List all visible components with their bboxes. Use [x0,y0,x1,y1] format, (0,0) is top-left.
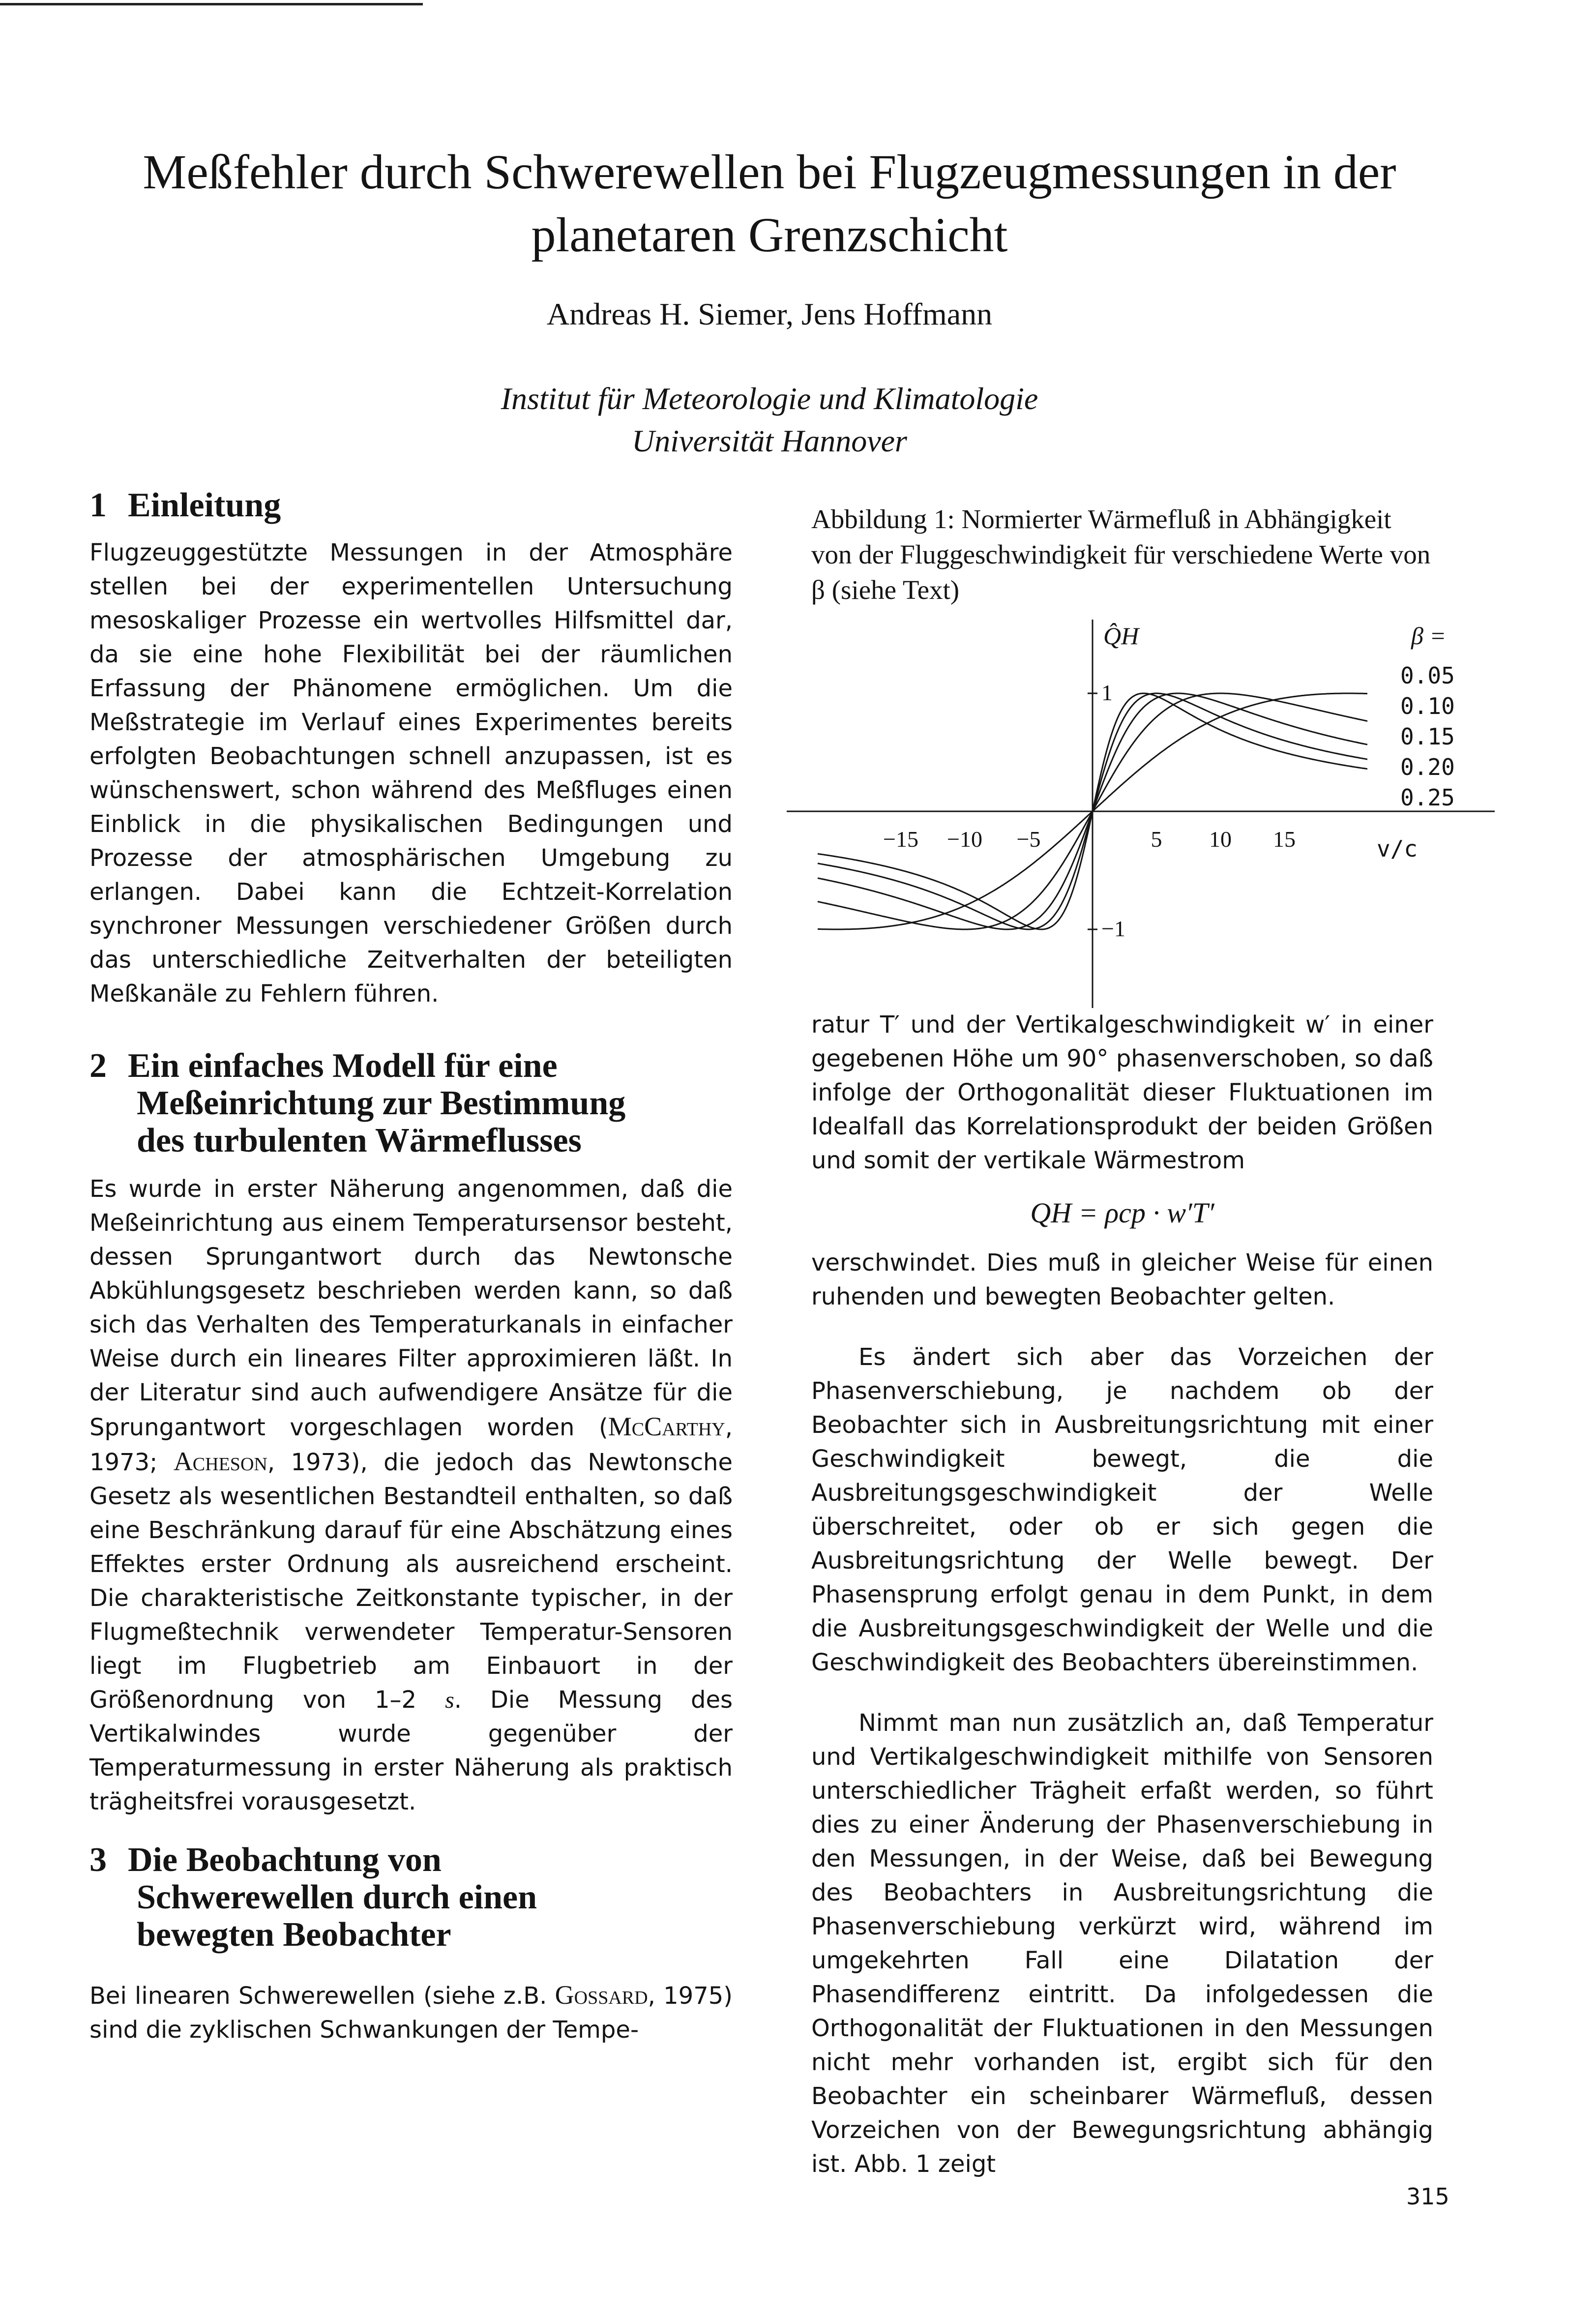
affiliation-institute: Institut für Meteorologie und Klimatologie [501,381,1038,416]
x-axis-label: v/c [1377,835,1418,862]
section-3 [89,1841,733,2047]
x-tick-label: −10 [947,827,982,852]
legend [1400,662,1455,811]
top-rule [0,3,423,5]
paragraph-3: Es ändert sich aber das Vorzeichen der Phasenverschiebung, je nachdem ob der Beobachter sich in Ausbreitungsrichtung mit einer Geschwindigkeit bewegt, die die Ausbreitungsgeschwindigkeit der Welle überschreitet, oder ob er sich gegen die Ausbreitungsrichtung der Welle bewegt. Der Phasensprung erfolgt genau in dem Punkt, in dem die Ausbreitungsgeschwindigkeit der Welle und die Geschwindigkeit des Beobachters übereinstimmen. [811,1343,1433,1676]
unit-seconds: s [445,1687,454,1713]
x-tick-label: 5 [1151,827,1162,852]
text-run: Es wurde in erster Näherung angenommen, daß die Meßeinrichtung aus einem Temperatursensor besteht, dessen Sprungantwort durch das Newtonsche Abkühlungsgesetz beschrieben werden kann, so daß sich das Verhalten des Temperaturkanals in einfacher Weise durch ein lineares Filter approximieren läßt. In der Literatur sind auch aufwendigere Ansätze für die Sprungantwort vorgeschlagen worden ( [89,1175,733,1441]
text-run: , 1973; [89,1414,733,1476]
section-title-line-1: Die Beobachtung von [128,1841,442,1879]
x-tick-label: 15 [1273,827,1296,852]
section-title-line-2: Meßeinrichtung zur Bestimmung [137,1084,626,1122]
paper-title: Meßfehler durch Schwerewellen bei Flugzeugmessungen in der planetaren Grenzschicht [143,145,1396,262]
citation-acheson: Acheson [173,1447,267,1476]
paragraph-2: verschwindet. Dies muß in gleicher Weise für einen ruhenden und bewegten Beobachter gelten. [811,1249,1433,1310]
section-title-line-2: Schwerewellen durch einen [137,1878,537,1916]
authors: Andreas H. Siemer, Jens Hoffmann [546,297,993,331]
section-title-line-3: des turbulenten Wärmeflusses [137,1122,582,1159]
section-2 [89,1047,733,1819]
text-run: , 1975) sind die zyklischen Schwankungen der Tempe- [89,1982,733,2044]
legend-title: β = [1411,622,1447,650]
citation-gossard: Gossard [555,1980,648,2010]
x-tick-label: −15 [883,827,918,852]
figure-caption: Abbildung 1: Normierter Wärmefluß in Abhängigkeit von der Fluggeschwindigkeit für verschiedene Werte von β (siehe Text) [811,504,1431,605]
affiliation [98,378,1441,462]
legend-entry-beta-0.25: 0.25 [1400,784,1455,811]
x-tick-label: 10 [1209,827,1232,852]
chart-axes [787,620,1495,1008]
formula-heat-flux: QH = ρcp · w′T′ [1030,1197,1214,1229]
legend-entry-beta-0.10: 0.10 [1400,693,1455,719]
y-tick-label: 1 [1101,680,1113,705]
section-number: 2 [89,1047,107,1085]
section-number: 3 [89,1841,107,1879]
section-title: Einleitung [128,486,281,524]
section-title-line-1: Ein einfaches Modell für eine [128,1047,558,1085]
right-column-text [811,1008,1433,2181]
section-number: 1 [89,486,107,524]
citation-mccarthy: McCarthy [608,1412,725,1441]
text-run: Bei linearen Schwerewellen (siehe z.B. [89,1982,555,2010]
figure-1-caption-block [811,502,1433,608]
page-number: 315 [1406,2183,1449,2210]
section-title-line-3: bewegten Beobachter [137,1916,451,1954]
paragraph-1: ratur T′ und der Vertikalgeschwindigkeit w′ in einer gegebenen Höhe um 90° phasenverschoben, so daß infolge der Orthogonalität dieser Fluktuationen im Idealfall das Korrelationsprodukt der beiden Größen und somit der vertikale Wärmestrom [811,1011,1433,1174]
y-tick-label: −1 [1101,916,1125,941]
legend-entry-beta-0.20: 0.20 [1400,754,1455,780]
x-tick-label: −5 [1016,827,1041,852]
figure-1-chart [782,620,1500,1013]
affiliation-university: Universität Hannover [632,423,907,458]
section-2-heading [89,1047,733,1159]
section-3-heading [89,1841,733,1954]
section-1-heading [89,487,733,524]
legend-entry-beta-0.05: 0.05 [1400,662,1455,689]
section-3-text [89,1978,733,2047]
text-run: . Die Messung des Vertikalwindes wurde gegenüber der Temperaturmessung in erster Näherung als praktisch trägheitsfrei vorausgesetzt. [89,1686,733,1815]
y-axis-label: Q̂H [1103,622,1139,650]
text-run: , 1973), die jedoch das Newtonsche Gesetz als wesentlichen Bestandteil enthalten, so daß eine Beschränkung darauf für eine Abschätzung eines Effektes erster Ordnung als ausreichend erscheint. Die charakteristische Zeitkonstante typischer, in der Flugmeßtechnik verwendeter Temperatur-Sensoren liegt im Flugbetrieb am Einbauort in der Größenordnung von 1–2 [89,1449,733,1714]
section-2-text [89,1172,733,1819]
paragraph-4: Nimmt man nun zusätzlich an, daß Temperatur und Vertikalgeschwindigkeit mithilfe von Sensoren unterschiedlicher Trägheit erfaßt werden, so führt dies zu einer Änderung der Phasenverschiebung in den Messungen, in der Weise, daß bei Bewegung des Beobachters in Ausbreitungsrichtung die Phasenverschiebung verkürzt wird, während im umgekehrten Fall eine Dilatation der Phasendifferenz eintritt. Da infolgedessen die Orthogonalität der Fluktuationen in den Messungen nicht mehr vorhanden ist, ergibt sich für den Beobachter ein scheinbarer Wärmefluß, dessen Vorzeichen von der Bewegungsrichtung abhängig ist. Abb. 1 zeigt [811,1709,1433,2178]
legend-entry-beta-0.15: 0.15 [1400,723,1455,750]
section-1 [89,487,733,1011]
section-1-text: Flugzeuggestützte Messungen in der Atmosphäre stellen bei der experimentellen Untersuchung mesoskaliger Prozesse ein wertvolles Hilfsmittel dar, da sie eine hohe Flexibilität bei der räumlichen Erfassung der Phänomene ermöglichen. Um die Meßstrategie im Verlauf eines Experimentes bereits erfolgten Beobachtungen schnell anzupassen, ist es wünschenswert, schon während des Meßfluges einen Einblick in die physikalischen Bedingungen und Prozesse der atmosphärischen Umgebung zu erlangen. Dabei kann die Echtzeit-Korrelation synchroner Messungen verschiedener Größen durch das unterschiedliche Zeitverhalten der beteiligten Meßkanäle zu Fehlern führen. [89,539,733,1008]
